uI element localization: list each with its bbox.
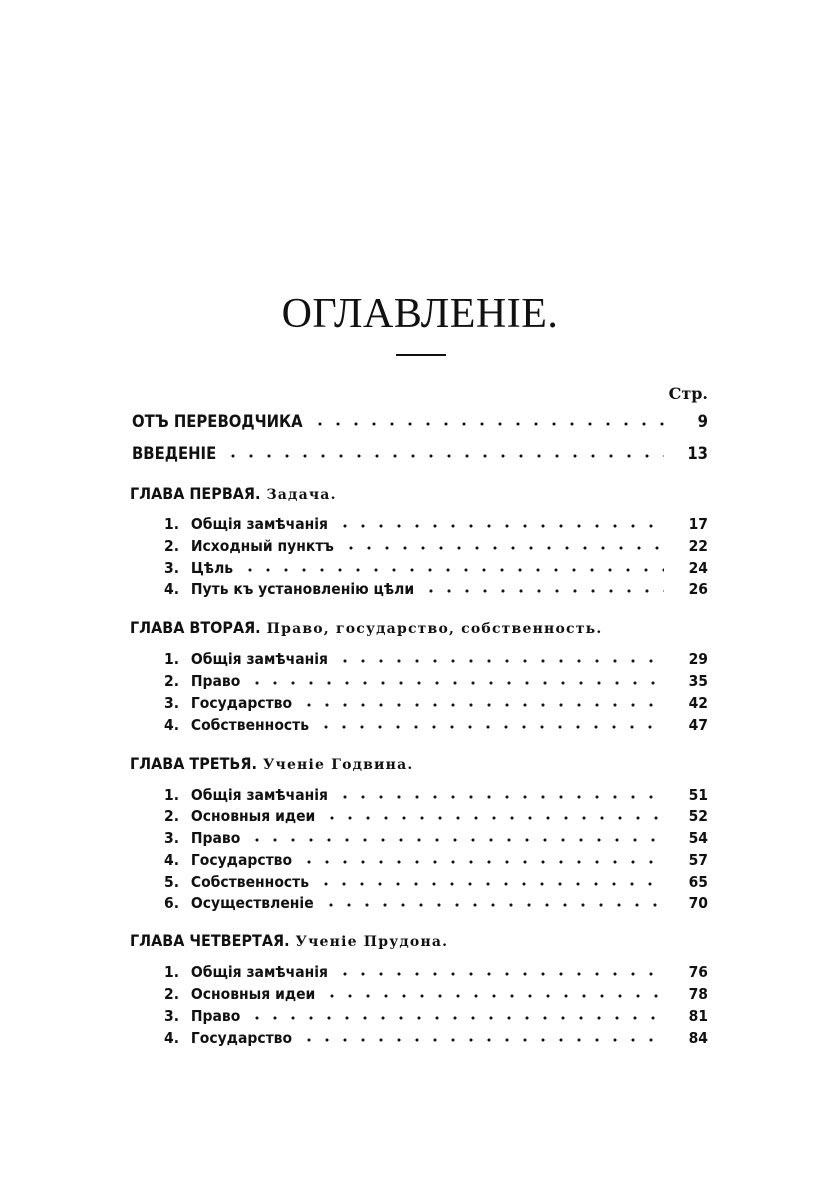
item-label: Цѣль (190, 559, 234, 577)
item-label: Право (190, 672, 241, 690)
title-rule (396, 354, 446, 356)
toc-item (164, 691, 708, 713)
item-number: 2. (164, 672, 180, 690)
toc-item (164, 669, 708, 691)
toc-item (164, 713, 708, 735)
toc-item (164, 870, 708, 892)
item-number: 4. (164, 1029, 180, 1047)
chapter-subtitle: Право, государство, собственность. (266, 621, 603, 637)
dot-leader (322, 902, 664, 908)
item-label: Государство (190, 851, 293, 869)
item-label: Общія замѣчанія (190, 515, 328, 533)
page-title: ОГЛАВЛЕНІЕ. (281, 291, 559, 337)
item-number: 4. (164, 580, 180, 598)
chapter-title: ГЛАВА ПЕРВАЯ. (130, 484, 261, 503)
item-label: Основныя идеи (190, 807, 316, 825)
item-number: 3. (164, 559, 180, 577)
item-number: 3. (164, 694, 180, 712)
toc-item (164, 982, 708, 1004)
item-page: 24 (688, 559, 708, 577)
dot-leader (422, 588, 664, 594)
item-page: 35 (688, 672, 708, 690)
toc-entry-introduction (132, 442, 708, 464)
dot-leader (300, 859, 664, 865)
item-page: 76 (688, 963, 708, 981)
chapter-title: ГЛАВА ТРЕТЬЯ. (130, 754, 257, 773)
item-page: 54 (688, 829, 708, 847)
item-number: 2. (164, 807, 180, 825)
item-label: Путь къ установленію цѣли (190, 580, 415, 598)
item-page: 78 (688, 985, 708, 1003)
toc-item (164, 960, 708, 982)
item-number: 3. (164, 829, 180, 847)
chapter-subtitle: Ученіе Годвина. (262, 757, 414, 773)
item-label: Право (190, 1007, 241, 1025)
dot-leader (317, 881, 664, 887)
item-label: Общія замѣчанія (190, 650, 328, 668)
chapter-title: ГЛАВА ЧЕТВЕРТАЯ. (130, 931, 290, 950)
item-label: Государство (190, 694, 293, 712)
item-page: 47 (688, 716, 708, 734)
item-number: 2. (164, 537, 180, 555)
entry-page: 13 (687, 444, 708, 463)
item-label: Исходный пунктъ (190, 537, 334, 555)
item-number: 5. (164, 873, 180, 891)
item-label: Осуществленіе (190, 894, 314, 912)
item-number: 3. (164, 1007, 180, 1025)
item-number: 1. (164, 515, 180, 533)
dot-leader (248, 680, 664, 686)
toc-item (164, 534, 708, 556)
item-label: Основныя идеи (190, 985, 316, 1003)
item-number: 1. (164, 650, 180, 668)
toc-item (164, 848, 708, 870)
item-page: 81 (688, 1007, 708, 1025)
chapter-heading-1 (130, 484, 337, 503)
item-page: 70 (688, 894, 708, 912)
item-label: Общія замѣчанія (190, 963, 328, 981)
item-page: 84 (688, 1029, 708, 1047)
entry-page: 9 (697, 412, 708, 431)
item-number: 2. (164, 985, 180, 1003)
item-number: 4. (164, 851, 180, 869)
item-page: 26 (688, 580, 708, 598)
entry-label: ВВЕДЕНІЕ (132, 444, 217, 463)
dot-leader (248, 1015, 664, 1021)
item-number: 1. (164, 786, 180, 804)
dot-leader (342, 545, 664, 551)
entry-label: ОТЪ ПЕРЕВОДЧИКА (132, 412, 303, 431)
item-label: Собственность (190, 873, 310, 891)
item-label: Государство (190, 1029, 293, 1047)
item-number: 4. (164, 716, 180, 734)
dot-leader (323, 815, 664, 821)
item-page: 52 (688, 807, 708, 825)
item-number: 1. (164, 963, 180, 981)
dot-leader (224, 453, 664, 459)
toc-item (164, 1004, 708, 1026)
item-page: 17 (688, 515, 708, 533)
dot-leader (317, 724, 664, 730)
chapter-heading-2 (130, 618, 602, 637)
toc-item (164, 556, 708, 578)
dot-leader (300, 1037, 664, 1043)
dot-leader (336, 971, 664, 977)
chapter-heading-3 (130, 754, 413, 773)
chapter-subtitle: Ученіе Прудона. (295, 934, 449, 950)
chapter-title: ГЛАВА ВТОРАЯ. (130, 618, 261, 637)
dot-leader (248, 837, 664, 843)
item-label: Общія замѣчанія (190, 786, 328, 804)
toc-item (164, 891, 708, 913)
item-page: 29 (688, 650, 708, 668)
page-column-label: Стр. (668, 384, 708, 403)
toc-item (164, 826, 708, 848)
item-page: 57 (688, 851, 708, 869)
toc-item (164, 804, 708, 826)
dot-leader (311, 421, 664, 427)
chapter-heading-4 (130, 931, 448, 950)
item-page: 51 (688, 786, 708, 804)
chapter-subtitle: Задача. (266, 487, 337, 503)
item-page: 42 (688, 694, 708, 712)
dot-leader (336, 658, 664, 664)
item-page: 22 (688, 537, 708, 555)
item-page: 65 (688, 873, 708, 891)
dot-leader (323, 993, 664, 999)
item-label: Право (190, 829, 241, 847)
item-label: Собственность (190, 716, 310, 734)
toc-item (164, 577, 708, 599)
toc-item (164, 647, 708, 669)
toc-item (164, 1026, 708, 1048)
toc-item (164, 783, 708, 805)
toc-item (164, 512, 708, 534)
dot-leader (336, 523, 664, 529)
dot-leader (336, 794, 664, 800)
dot-leader (300, 702, 664, 708)
dot-leader (241, 567, 664, 573)
toc-entry-translator (132, 410, 708, 432)
item-number: 6. (164, 894, 180, 912)
